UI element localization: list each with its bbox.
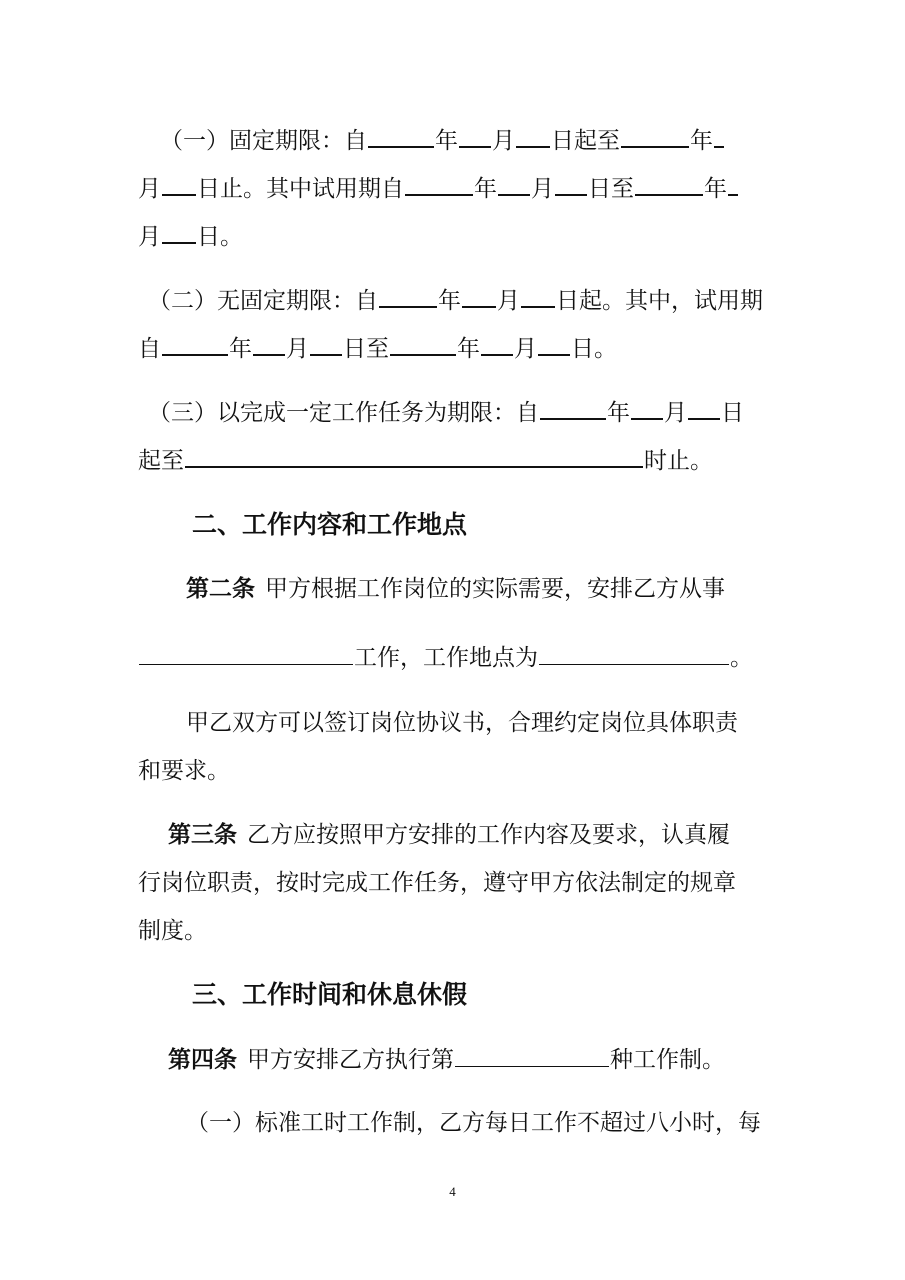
blank-open-day[interactable] bbox=[521, 284, 555, 308]
article-3-line-1: 第三条 乙方应按照甲方安排的工作内容及要求，认真履 bbox=[168, 821, 730, 848]
fixed-term-line-2: 月 日止。其中试用期自 年 月 日至 年 bbox=[138, 172, 739, 202]
blank-open-year[interactable] bbox=[379, 284, 437, 308]
blank-task-day[interactable] bbox=[688, 396, 720, 420]
section-heading-working-hours: 三、工作时间和休息休假 bbox=[192, 980, 468, 1009]
post-agreement-line-1: 甲乙双方可以签订岗位协议书，合理约定岗位具体职责 bbox=[186, 710, 738, 736]
post-agreement-line-2: 和要求。 bbox=[138, 758, 230, 784]
article-2-label: 第二条 bbox=[186, 575, 255, 602]
open-term-line-2: 自 年 月 日至 年 月 日。 bbox=[138, 332, 617, 362]
blank-job-position[interactable] bbox=[139, 642, 353, 665]
blank-probation-start-day[interactable] bbox=[555, 172, 587, 196]
article-4-label: 第四条 bbox=[168, 1046, 237, 1073]
blank-end-day[interactable] bbox=[162, 172, 196, 196]
blank-open-probation-end-year[interactable] bbox=[390, 332, 456, 356]
page-number: 4 bbox=[449, 1184, 456, 1199]
blank-end-month[interactable] bbox=[714, 124, 724, 148]
section-heading-work-content: 二、工作内容和工作地点 bbox=[192, 510, 468, 539]
blank-probation-start-year[interactable] bbox=[405, 172, 473, 196]
blank-open-probation-end-day[interactable] bbox=[538, 332, 570, 356]
article-4-line: 第四条 甲方安排乙方执行第 种工作制。 bbox=[168, 1046, 725, 1073]
blank-start-year[interactable] bbox=[368, 124, 434, 148]
blank-start-day[interactable] bbox=[516, 124, 550, 148]
blank-task-end[interactable] bbox=[185, 444, 643, 468]
article-3-line-2: 行岗位职责，按时完成工作任务，遵守甲方依法制定的规章 bbox=[138, 870, 736, 896]
standard-hours-line: （一）标准工时工作制，乙方每日工作不超过八小时，每 bbox=[186, 1110, 761, 1136]
article-2-line-1: 第二条 甲方根据工作岗位的实际需要，安排乙方从事 bbox=[186, 575, 725, 602]
blank-start-month[interactable] bbox=[459, 124, 491, 148]
article-2-line-2: 工作，工作地点为 。 bbox=[138, 642, 753, 672]
blank-probation-end-year[interactable] bbox=[635, 172, 703, 196]
blank-end-year[interactable] bbox=[621, 124, 689, 148]
article-3-label: 第三条 bbox=[168, 821, 237, 848]
fixed-term-line-3: 月 日。 bbox=[138, 220, 243, 250]
blank-open-month[interactable] bbox=[462, 284, 496, 308]
article-3-line-3: 制度。 bbox=[138, 918, 207, 944]
blank-probation-start-month[interactable] bbox=[498, 172, 530, 196]
blank-probation-end-month[interactable] bbox=[728, 172, 738, 196]
task-term-line-2: 起至 时止。 bbox=[138, 444, 713, 474]
blank-probation-end-day[interactable] bbox=[162, 220, 196, 244]
blank-work-location[interactable] bbox=[539, 642, 729, 665]
task-term-line-1: （三）以完成一定工作任务为期限：自 年 月 日 bbox=[148, 396, 744, 426]
blank-open-probation-start-year[interactable] bbox=[162, 332, 228, 356]
blank-open-probation-start-month[interactable] bbox=[253, 332, 285, 356]
fixed-term-line-1: （一）固定期限：自 年 月 日起至 年 bbox=[160, 124, 725, 154]
open-term-line-1: （二）无固定期限：自 年 月 日起。其中，试用期 bbox=[148, 284, 763, 314]
blank-task-year[interactable] bbox=[540, 396, 606, 420]
blank-open-probation-end-month[interactable] bbox=[481, 332, 513, 356]
blank-work-system[interactable] bbox=[455, 1044, 609, 1067]
blank-open-probation-start-day[interactable] bbox=[310, 332, 342, 356]
blank-task-month[interactable] bbox=[631, 396, 663, 420]
